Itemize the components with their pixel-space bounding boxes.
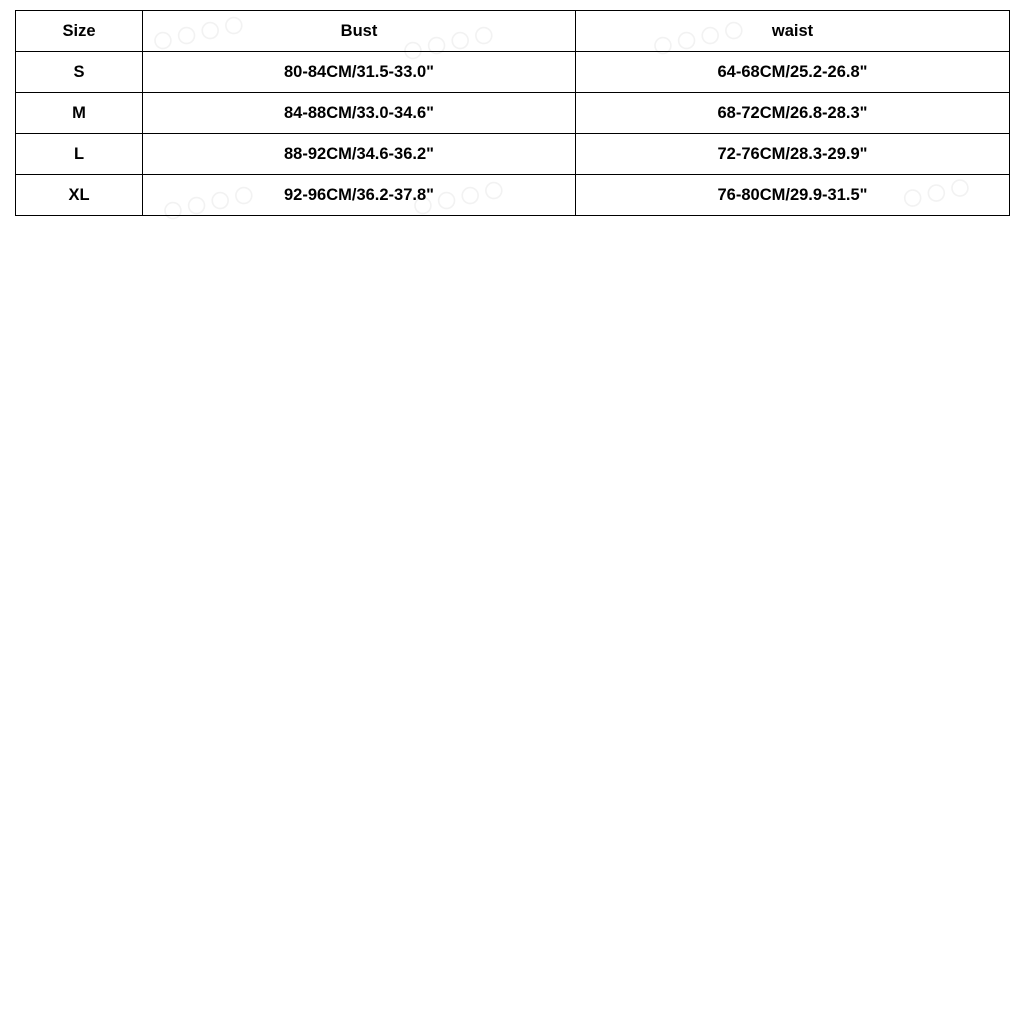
waist-cell: 68-72CM/26.8-28.3" <box>576 93 1010 134</box>
waist-cell: 72-76CM/28.3-29.9" <box>576 134 1010 175</box>
table-row <box>16 93 1010 134</box>
table-row <box>16 175 1010 216</box>
size-cell: XL <box>16 175 143 216</box>
header-size: Size <box>16 11 143 52</box>
watermark-mark: ○○○○ <box>646 5 751 69</box>
table-row <box>16 52 1010 93</box>
size-chart-table <box>15 10 1010 216</box>
bust-cell: 88-92CM/34.6-36.2" <box>143 134 576 175</box>
size-cell: S <box>16 52 143 93</box>
watermark-mark: ○○○○ <box>156 170 261 234</box>
size-cell: M <box>16 93 143 134</box>
bust-cell: 92-96CM/36.2-37.8" <box>143 175 576 216</box>
table-header-row <box>16 11 1010 52</box>
waist-cell: 76-80CM/29.9-31.5" <box>576 175 1010 216</box>
waist-cell: 64-68CM/25.2-26.8" <box>576 52 1010 93</box>
watermark-mark: ○○○ <box>896 162 977 222</box>
watermark-mark: ○○○○ <box>146 0 251 64</box>
header-bust: Bust <box>143 11 576 52</box>
bust-cell: 80-84CM/31.5-33.0" <box>143 52 576 93</box>
table-row <box>16 134 1010 175</box>
header-waist: waist <box>576 11 1010 52</box>
size-cell: L <box>16 134 143 175</box>
bust-cell: 84-88CM/33.0-34.6" <box>143 93 576 134</box>
watermark-mark: ○○○○ <box>396 10 501 74</box>
watermark-mark: ○○○○ <box>406 165 511 229</box>
